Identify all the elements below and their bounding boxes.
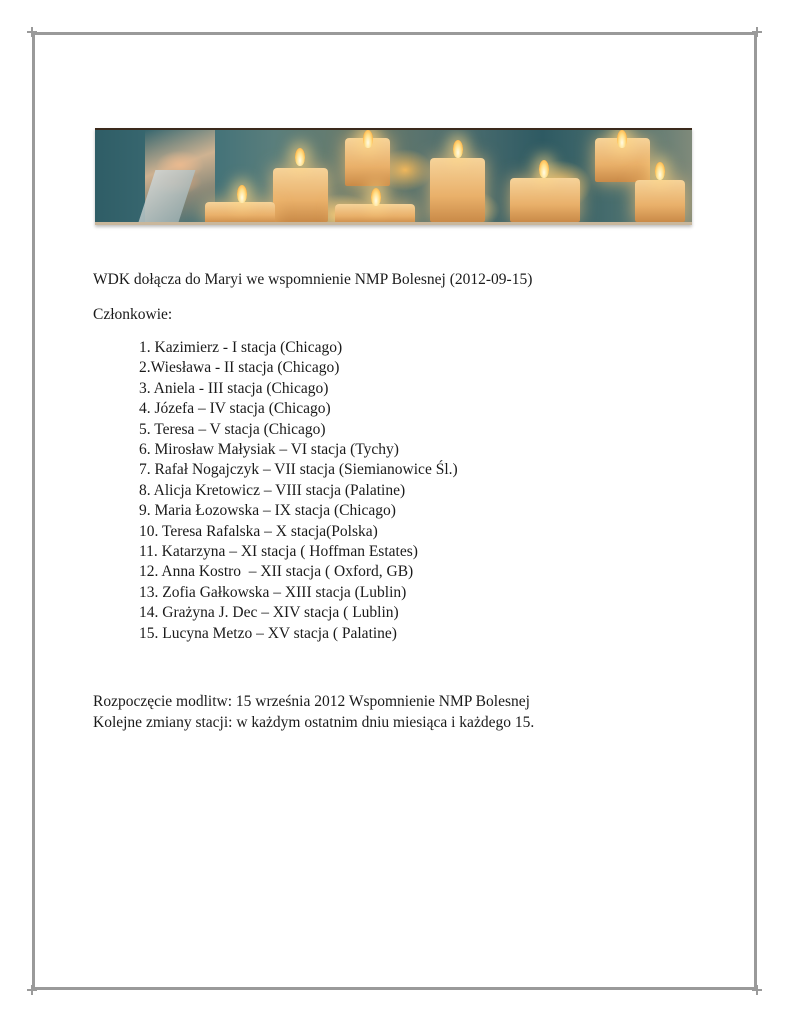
sleeve-cuff bbox=[139, 170, 196, 222]
candle-flame bbox=[363, 130, 373, 148]
corner-ornament bbox=[27, 985, 37, 995]
list-item: 5. Teresa – V stacja (Chicago) bbox=[139, 420, 326, 438]
candle bbox=[205, 202, 275, 224]
list-item: 3. Aniela - III stacja (Chicago) bbox=[139, 379, 329, 397]
list-item: 10. Teresa Rafalska – X stacja(Polska) bbox=[139, 522, 378, 540]
list-item: 7. Rafał Nogajczyk – VII stacja (Siemianowice Śl.) bbox=[139, 461, 458, 479]
candle-flame bbox=[539, 160, 549, 178]
candle-flame bbox=[371, 188, 381, 206]
list-item: 2.Wiesława - II stacja (Chicago) bbox=[139, 359, 340, 377]
members-label: Członkowie: bbox=[93, 306, 173, 323]
list-item: 9. Maria Łozowska – IX stacja (Chicago) bbox=[139, 502, 396, 520]
candle-flame bbox=[237, 185, 247, 203]
document-heading: WDK dołącza do Maryi we wspomnienie NMP Bolesnej (2012-09-15) bbox=[93, 271, 533, 288]
station-change-note: Kolejne zmiany stacji: w każdym ostatnim dniu miesiąca i każdego 15. bbox=[93, 714, 535, 731]
list-item: 8. Alicja Kretowicz – VIII stacja (Palatine) bbox=[139, 481, 406, 499]
candle-flame bbox=[453, 140, 463, 158]
candle bbox=[430, 158, 485, 222]
list-item: 12. Anna Kostro – XII stacja ( Oxford, GB) bbox=[139, 563, 414, 581]
list-item: 1. Kazimierz - I stacja (Chicago) bbox=[139, 339, 343, 356]
candle bbox=[273, 168, 328, 222]
corner-ornament bbox=[752, 27, 762, 37]
candle-flame bbox=[295, 148, 305, 166]
list-item: 15. Lucyna Metzo – XV stacja ( Palatine) bbox=[139, 624, 397, 642]
candle bbox=[635, 180, 685, 222]
list-item: 6. Mirosław Małysiak – VI stacja (Tychy) bbox=[139, 441, 399, 459]
corner-ornament bbox=[27, 27, 37, 37]
candle-flame bbox=[617, 130, 627, 148]
candle-flame bbox=[655, 162, 665, 180]
candle bbox=[510, 178, 580, 222]
candle bbox=[335, 204, 415, 224]
list-item: 13. Zofia Gałkowska – XIII stacja (Lublin) bbox=[139, 583, 407, 601]
candles-banner-image bbox=[95, 128, 692, 225]
prayer-start-note: Rozpoczęcie modlitw: 15 września 2012 Wspomnienie NMP Bolesnej bbox=[93, 693, 530, 710]
member-list bbox=[139, 338, 458, 644]
corner-ornament bbox=[752, 985, 762, 995]
list-item: 4. Józefa – IV stacja (Chicago) bbox=[139, 400, 331, 418]
list-item: 14. Grażyna J. Dec – XIV stacja ( Lublin) bbox=[139, 604, 399, 622]
list-item: 11. Katarzyna – XI stacja ( Hoffman Estates) bbox=[139, 543, 418, 561]
